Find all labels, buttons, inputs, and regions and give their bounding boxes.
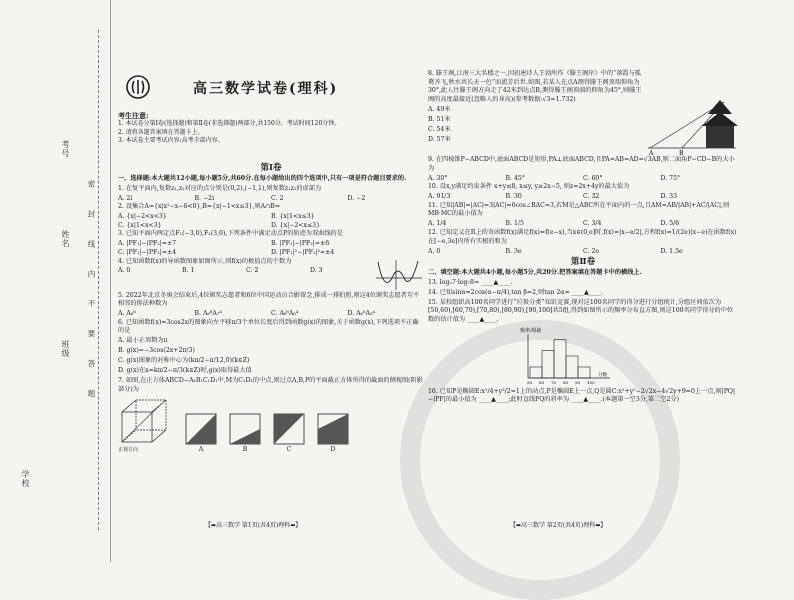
option: B [242, 445, 248, 453]
option: C. 2 [246, 267, 259, 275]
option: B. 45° [505, 174, 525, 182]
seal-line-text: 密 封 线 内 不 要 答 题 [87, 180, 96, 407]
q13: 13. log₂7·log₇8= ____▲____. [428, 278, 513, 286]
q4-stem: 4. 已知函数f(x)的导函数图象如图所示,则f(x)的极值点的个数为 [118, 257, 292, 265]
q8-stem: 8. 滕王阁,江南三大名楼之一,因初唐诗人王勃所作《滕王阁序》中的“落霞与孤鹜齐飞,秋水共长天一色”而流芳后世.如图,若某人在点A测得滕王阁顶端仰角为30°,此人往滕王阁方向走了42米到达点B,测得滕王阁顶端的仰角为45°,则滕王阁的高度最接近(忽略人的身高)(参考数据:√3≈1.732) [428, 70, 642, 103]
notice-item: 3. 本试卷主要考试内容:高考全部内容。 [118, 137, 224, 145]
section2-intro: 二、填空题:本大题共4小题,每小题5分,共20分.把答案填在答题卡中的横线上. [428, 268, 642, 276]
histogram-ylabel: 频率/组距 [520, 327, 542, 334]
option: C. 60° [583, 174, 603, 182]
option: B. 30 [505, 193, 522, 201]
q6-option-b: B. g(x)=−3cos(2x+2π/3) [118, 347, 195, 355]
footer-left: 【➡高三数学 第1页(共4页)理科⬅】 [205, 522, 302, 529]
q11-stem: 11. 已知|AB|=|AC|=3|AC|=6cos∠BAC=3,若M是△ABC所在平面内的一点,且AM=AB/|AB|+AC/|AC|,则MB·MC的最小值为 [428, 201, 730, 218]
q10-stem: 10. 设x,y满足约束条件 x+y≤8, x≤y, y≥2x−5, 则z=2x+4y的最大值为 [428, 183, 630, 191]
option: C [286, 445, 292, 453]
q6-option-c: C. g(x)图象的对称中心为(kπ/2−π/12,0)(k∈Z) [118, 357, 250, 365]
q4-options [118, 267, 374, 276]
option: D. 5/6 [660, 220, 680, 228]
option: A. 30° [428, 174, 448, 182]
option: D. −2 [347, 194, 366, 202]
option: B. 3e [505, 247, 522, 255]
q14: 14. 已知sinα=2cos(α−π/4),tan β=2,则tan 2α= ____▲____. [428, 288, 604, 296]
q8-block [428, 70, 738, 156]
option-figure-b [228, 412, 262, 455]
histogram-tick-label: 70 [551, 379, 557, 385]
option: C. 2e [583, 247, 600, 255]
option: C. 2 [271, 194, 284, 202]
option: A. 0 [118, 267, 131, 275]
option-figure-a [184, 412, 218, 455]
q3-stem: 3. 已知平面内两定点F₁(−3,0),F₂(3,0),下列条件中满足动点P的轨迹为双曲线的是 [118, 230, 343, 238]
q7-figures [118, 396, 424, 455]
square-shaded-figure [272, 412, 306, 446]
option: C. 32 [583, 193, 600, 201]
option: A. {x|−2<x<3} [118, 213, 167, 221]
option: D. 1.5e [660, 247, 683, 255]
page-title: 高三数学试卷(理科) [193, 81, 339, 97]
histogram-xlabel: 分数 [598, 372, 607, 378]
q15: 15. 某校组织高100名同学进行“垃圾分类”知识竞赛,现对这100名同学的得分进行分组统计,分组区间依次为[50,60),[60,70),[70,80),[80,90),[90,100]共5组,得到如图所示的频率分布直方图,则这100名同学得分的中位数的估计值为 ____▲____. [428, 298, 734, 323]
option: D. 75° [660, 174, 681, 182]
option: B. |PF₁|−|PF₂|=±6 [271, 240, 330, 248]
option: C. {x|1<x<3} [118, 221, 162, 229]
left-column [118, 162, 424, 454]
option: D. 3 [310, 267, 323, 275]
q3-options-row2 [118, 249, 424, 258]
pavilion-figure [646, 94, 738, 156]
option: D [330, 445, 336, 453]
q1-options [118, 195, 424, 204]
notice-box [118, 112, 418, 146]
q3-options [118, 240, 424, 249]
q1-stem: 1. 在复平面内,复数z₁,z₂对应的点分别是(0,2),(−1,1),则复数z₁z₂的虚部为 [118, 184, 322, 192]
cube-figure [118, 396, 174, 446]
q11-options [428, 220, 738, 229]
option: D. 57米 [428, 135, 451, 143]
point-a-label: A [649, 150, 654, 156]
q10-options [428, 193, 738, 202]
option: A. |PF₁|−|PF₂|=±7 [118, 240, 177, 248]
cube-figure-wrap [118, 396, 174, 455]
q12-stem: 12. 已知定义在R上的奇函数f(x)满足f(x)=f(e−x),当x∈(0,e]时,f(x)=|x−e/2|,方程f(x)=1/(2e)(x−e)在函数f(x)在[−e,3e]内所有实根的和为 [428, 228, 737, 245]
q4-block [118, 258, 424, 292]
square-shaded-figure [316, 412, 350, 446]
q2-options [118, 213, 424, 222]
option: C. |PF₁|−|PF₂|=±4 [118, 248, 177, 256]
option: B. 51米 [428, 115, 451, 123]
option: D. A₆⁶A₅⁴ [347, 310, 376, 318]
section-intro: 一、选择题:本大题共12小题,每小题5分,共60分.在每小题给出的四个选项中,只有一项是符合题目要求的. [118, 174, 407, 182]
q6-stem: 6. 已知函数f(x)=3cos2x的图象向左平移π/3个单位长度后得到函数g(x)的图象,关于函数g(x),下列选项不正确的是 [118, 318, 419, 335]
logo-icon [125, 74, 151, 100]
q9-options [428, 175, 738, 184]
histogram-tick-label: 90 [575, 379, 581, 385]
footer-right: 【➡高三数学 第2页(共4页)理科⬅】 [510, 522, 607, 529]
option: D. 33 [660, 193, 678, 201]
square-shaded-figure [228, 412, 262, 446]
option: A. 1/4 [428, 220, 447, 228]
option: A. 0 [428, 247, 441, 255]
option-figure-d [316, 412, 350, 455]
option: B. 1 [182, 267, 195, 275]
exam-no-label: 考号 [61, 140, 70, 158]
notice-heading: 考生注意: [118, 111, 149, 120]
histogram-tick-label: 100 [587, 379, 595, 385]
view-direction-label: 正视方向 [118, 446, 139, 453]
option-figure-c [272, 412, 306, 455]
class-label: 班级 [61, 340, 70, 358]
q2-stem: 2. 设集合A={x|x²−x−6<0},B={x|−1<x≤3},则A∩B= [118, 203, 281, 211]
q5-options [118, 310, 424, 319]
part1-heading: 第Ⅰ卷 [260, 163, 282, 173]
histogram-tick-label: 60 [539, 379, 545, 385]
option: A [198, 445, 204, 453]
q12-options [428, 248, 738, 257]
histogram-tick-label: 50 [527, 379, 533, 385]
derivative-graph-figure [374, 258, 424, 292]
option: A. 2i [118, 194, 133, 202]
q16: 16. 已知P是椭圆E:x²/4+y²/2=1上的动点,P是椭圆E上一点,Q是圆C:x²+y²−2√2x−4√2y+9=0上一点,则|PQ|−|PF|的最小值为 ____▲____;此时直线PQ的斜率为 ____▲____.(本题第一空3分,第二空2分) [428, 387, 736, 404]
option: B. 1/5 [505, 220, 524, 228]
q6-option-d: D. g(x)在x=kπ/2−π/3(k∈Z)时,g(x)取得最大值 [118, 367, 252, 375]
option: C. 3/4 [583, 220, 602, 228]
point-b-label: B [679, 150, 684, 156]
q5-stem: 5. 2022年北京冬奥会结束后,4位颁奖志愿者和6位中国运动员合影留念,排成一排拍照,则这4位颁奖志愿者互不相邻的排法种数为 [118, 291, 420, 308]
part2-heading: 第Ⅱ卷 [570, 257, 596, 268]
square-shaded-figure [184, 412, 218, 446]
title-row [125, 74, 425, 102]
q9-stem: 9. 在四棱锥P−ABCD中,底面ABCD是矩形,PA⊥底面ABCD,且PA=AB=AD=√3AB,则二面角P−CD−B的大小为 [428, 156, 735, 172]
binding-margin [0, 0, 111, 562]
option: B. −2i [194, 194, 215, 202]
name-label: 姓名 [61, 230, 70, 248]
option: D. |PF₁|²−|PF₂|²=±4 [271, 248, 335, 256]
option: A. 91/3 [428, 193, 451, 201]
q6-option-a: A. 最小正周期为π [118, 337, 168, 345]
seal-dashed-line [98, 30, 99, 530]
option: C. 54米 [428, 125, 451, 133]
option: B. A₆⁶A₇⁴ [194, 310, 222, 318]
option: A. 49米 [428, 105, 451, 113]
option: C. A₆⁶A₆⁴ [271, 310, 299, 318]
watermark-logo [400, 320, 680, 600]
option: B. {x|1<x≤3} [271, 213, 315, 221]
q7-stem: 7. 如图,在正方体ABCD−A₁B₁C₁D₁中,M为C₁D₁的中点,则过点A,B,P的平面截正方体所得的截面的侧视图(阴影部分)为 [118, 377, 423, 393]
school-label: 学校 [21, 470, 30, 488]
histogram-tick-label: 80 [563, 379, 569, 385]
option: A. A₆⁶ [118, 310, 136, 318]
notice-item: 1. 本试卷分第Ⅰ卷(选择题)和第Ⅱ卷(非选择题)两部分,共150分。考试时间120分钟。 [118, 120, 341, 128]
option: D. {x|−2<x≤3} [271, 221, 321, 229]
notice-item: 2. 请将各题答案填在答题卡上。 [118, 128, 204, 136]
